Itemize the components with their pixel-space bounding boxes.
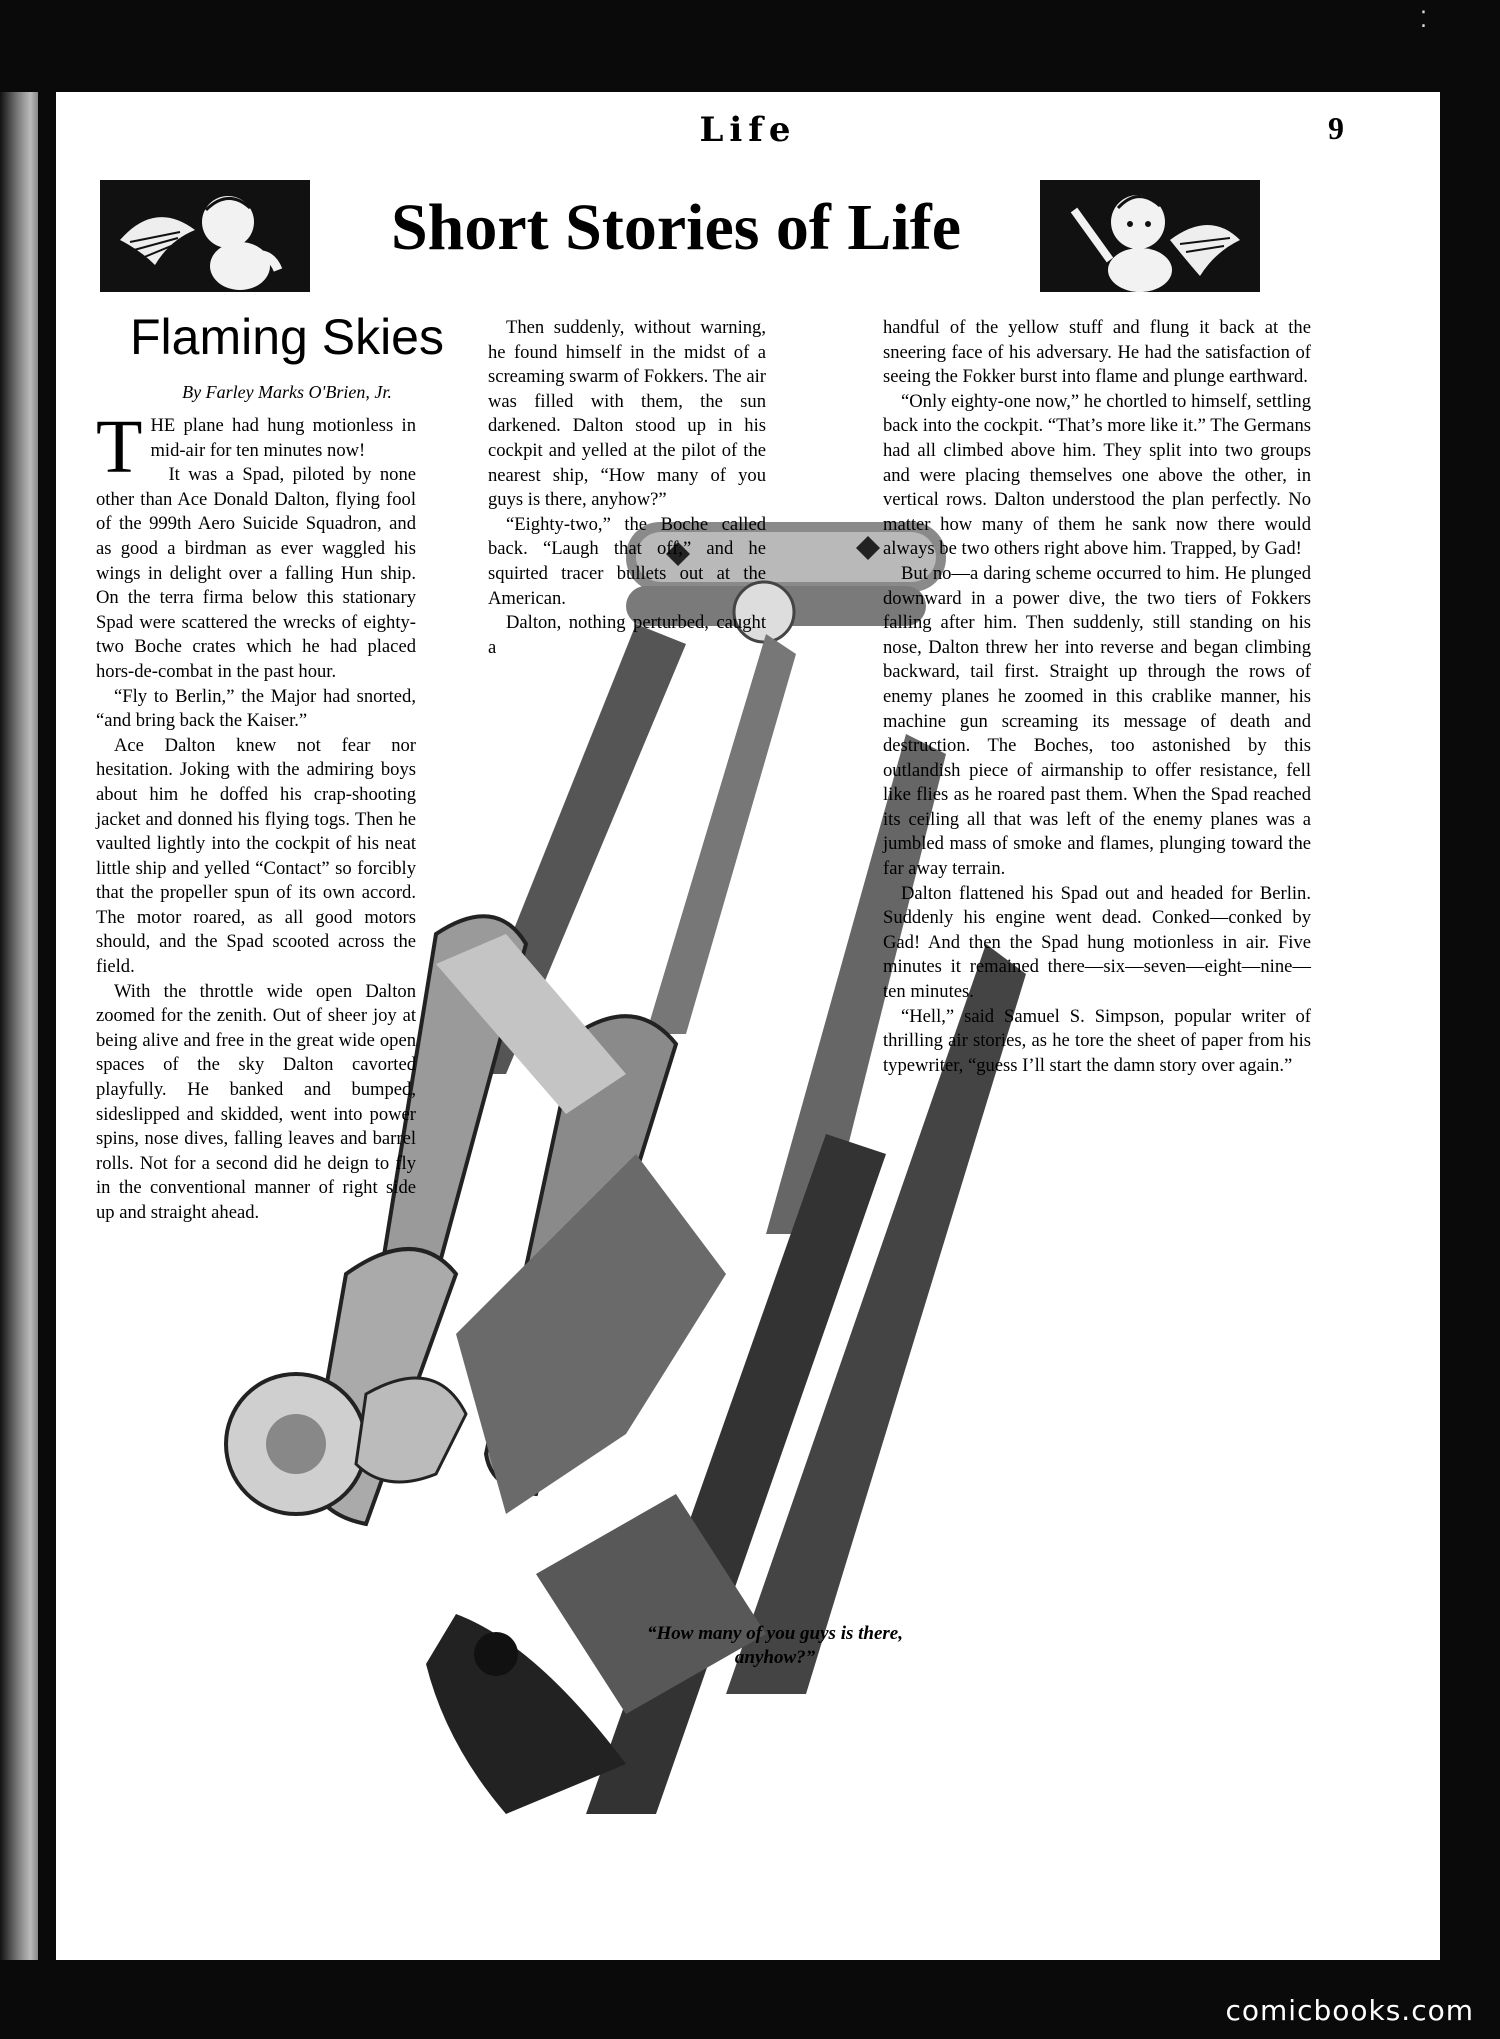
paragraph: “Hell,” said Samuel S. Simpson, popular writer of thrilling air stories, as he tore the sheet of paper from his typewriter, “guess I’ll start the damn story over again.”	[883, 1005, 1311, 1076]
scan-mark: ⁚	[1420, 8, 1427, 33]
cherub-illustration-right	[1040, 180, 1260, 292]
paragraph: Dalton, nothing perturbed, caught a	[488, 612, 766, 658]
lede-text: HE plane had hung motionless in mid-air for ten minutes now!	[150, 415, 416, 461]
page-number: 9	[1328, 110, 1344, 146]
byline: By Farley Marks O'Brien, Jr.	[182, 382, 392, 402]
paragraph: “Fly to Berlin,” the Major had snorted, “and bring back the Kaiser.”	[96, 685, 416, 732]
illustration-caption: “How many of you guys is there, anyhow?”	[647, 1623, 903, 1668]
text-column-3	[883, 316, 1311, 1078]
paragraph: With the throttle wide open Dalton zoomed for the zenith. Out of sheer joy at being alive and free in the great wide open spaces of the sky Dalton cavorted playfully. He banked and bumped, sideslipped and skidded, went into power spins, nose dives, falling leaves and barrel rolls. Not for a second did he deign to fly in the conventional manner of right side up and straight ahead.	[96, 980, 416, 1223]
paragraph: But no—a daring scheme occurred to him. He plunged downward in a power dive, the two tiers of Fokkers falling after him. Then suddenly, still standing on his nose, Dalton threw her into reverse and began climbing backward, tail first. Straight up through the rows of enemy planes he zoomed in this crablike manner, his machine gun screaming its message of death and destruction. The Boches, too astonished by this outlandish piece of airmanship to offer resistance, fell like flies as he roared past them. When the Spad reached its ceiling all that was left of the enemy planes was a jumbled mass of smoke and flames, plunging toward the far away terrain.	[883, 562, 1311, 880]
text-column-2	[488, 316, 766, 660]
paragraph: Ace Dalton knew not fear nor hesitation. Joking with the admiring boys about him he doffed his crap-shooting jacket and donned his flying togs. Then he vaulted lightly into the cockpit of his neat little ship and yelled “Contact” so forcibly that the propeller spun of its own accord. The motor roared, as all good motors should, and the Spad scooted across the field.	[96, 734, 416, 978]
paragraph: Then suddenly, without warning, he found himself in the midst of a screaming swarm of Fokkers. The air was filled with them, the sun darkened. Dalton stood up in his cockpit and yelled at the pilot of the nearest ship, “How many of you guys is there, anyhow?”	[488, 317, 766, 511]
cherub-illustration-left	[100, 180, 310, 292]
paragraph-lede	[96, 405, 416, 489]
masthead: Life	[699, 110, 797, 150]
paragraph: handful of the yellow stuff and flung it back at the sneering face of his adversary. He had the satisfaction of seeing the Fokker burst into flame and plunge earthward.	[883, 317, 1311, 388]
watermark: comicbooks.com	[1225, 1994, 1474, 2027]
text-column-1	[96, 405, 416, 1226]
paragraph: It was a Spad, piloted by none other than Ace Donald Dalton, flying fool of the 999th Aero Suicide Squadron, and as good a birdman as ever waggled his wings in delight over a falling Hun ship. On the terra firma below this stationary Spad were scattered the wrecks of eighty-two Boche crates which he had placed hors-de-combat in the past hour.	[96, 464, 416, 682]
banner-title: Short Stories of Life	[390, 191, 962, 264]
section-banner	[100, 180, 1310, 292]
magazine-page	[56, 92, 1440, 1960]
drop-cap: T	[96, 405, 143, 489]
paragraph: Dalton flattened his Spad out and headed for Berlin. Suddenly his engine went dead. Conked—conked by Gad! And then the Spad hung motionless in air. Five minutes it remained there—six—seven—eight—nine—ten minutes.	[883, 882, 1311, 1003]
paragraph: “Only eighty-one now,” he chortled to himself, settling back into the cockpit. “That’s more like it.” The Germans had all climbed above him. They split into two groups and were placing themselves one above the other, in vertical rows. Dalton understood the plan perfectly. No matter how many of them he sank now there would always be two others right above him. Trapped, by Gad!	[883, 390, 1311, 560]
binding-spine	[0, 92, 38, 1960]
story-title: Flaming Skies	[130, 309, 444, 365]
paragraph: “Eighty-two,” the Boche called back. “Laugh that off,” and he squirted tracer bullets out at the American.	[488, 513, 766, 609]
